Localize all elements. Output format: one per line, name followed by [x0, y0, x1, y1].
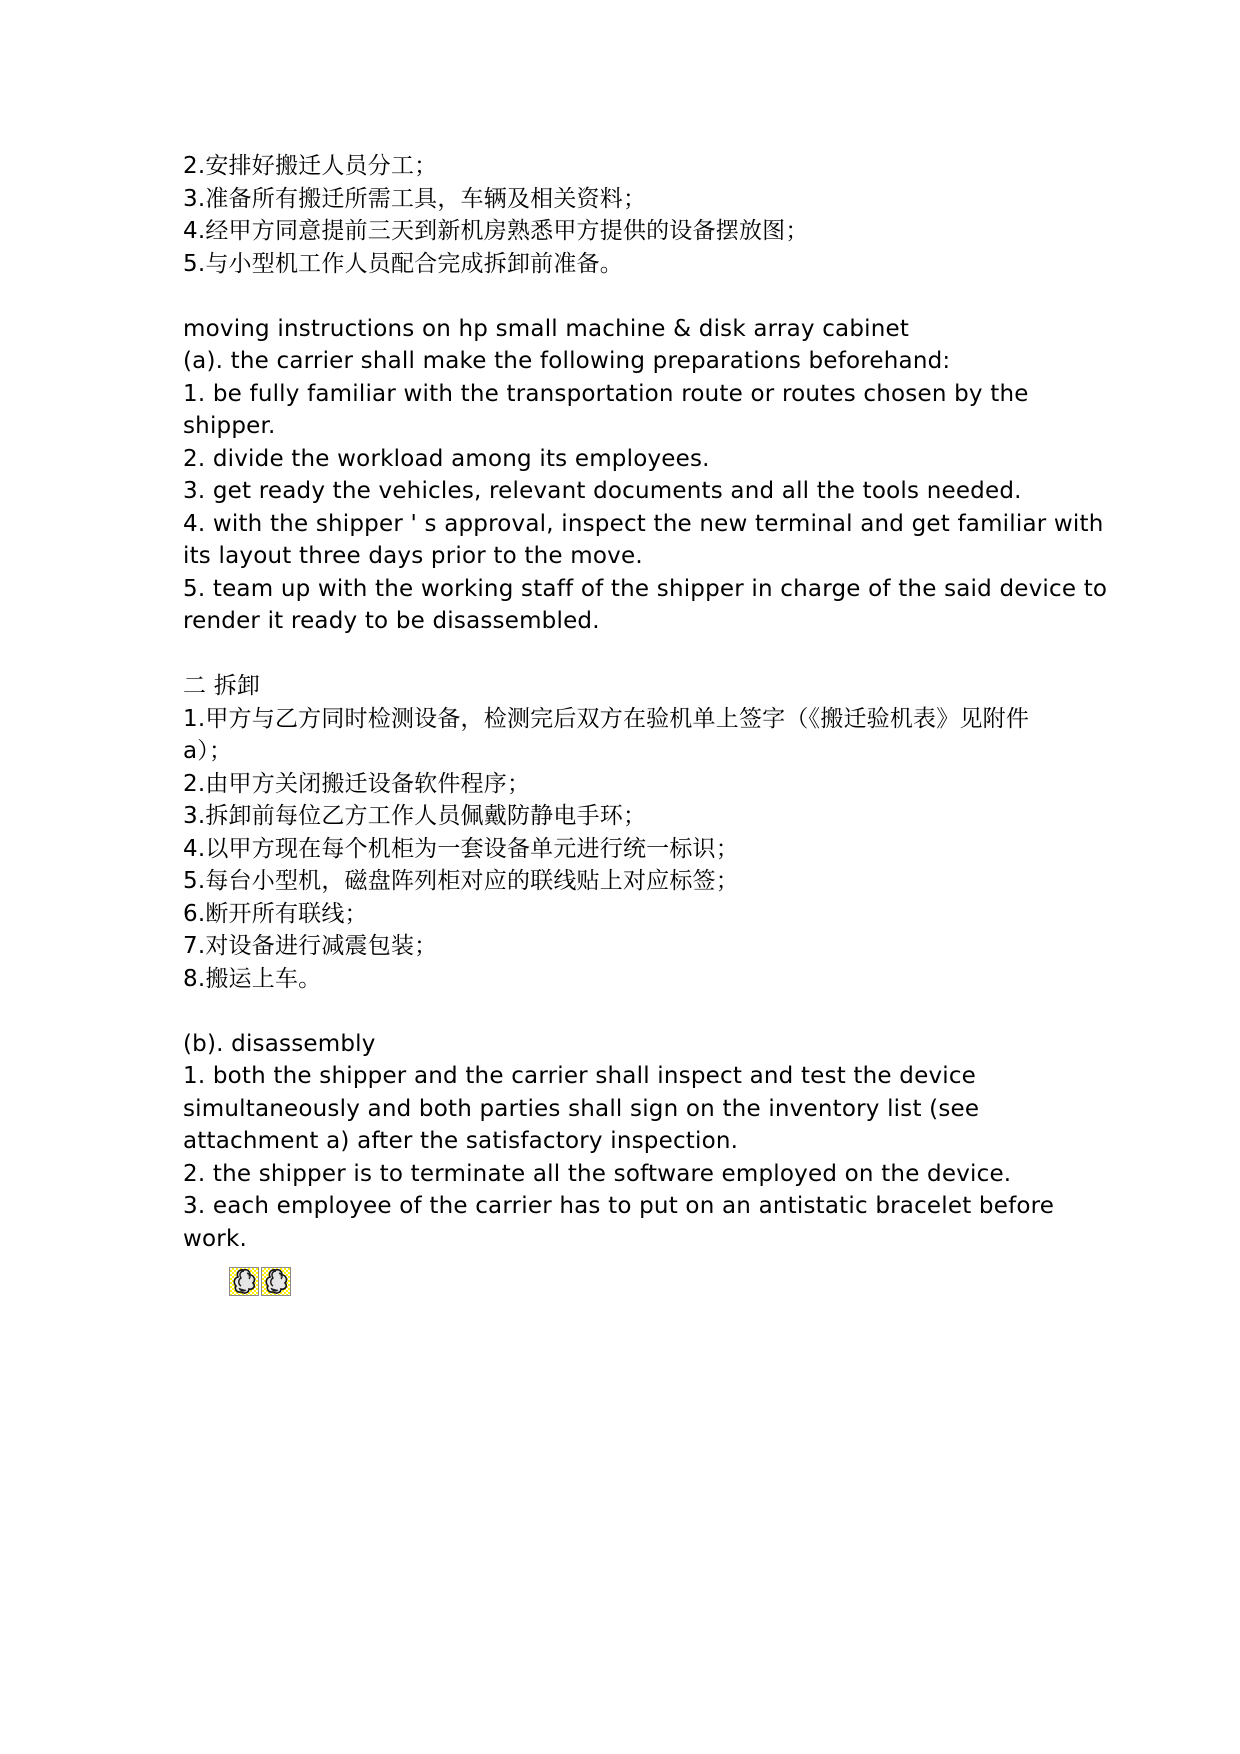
- cn-disassembly-heading: 二 拆卸: [183, 673, 261, 699]
- en-section-b-title: (b). disassembly: [183, 1030, 376, 1057]
- doc-line: 2. the shipper is to terminate all the software employed on the device.: [183, 1160, 1012, 1187]
- doc-line: 2.安排好搬迁人员分工；: [183, 153, 438, 179]
- doc-line: its layout three days prior to the move.: [183, 543, 643, 569]
- doc-line: (a). the carrier shall make the following preparations beforehand:: [183, 348, 951, 374]
- doc-line: shipper.: [183, 413, 276, 439]
- doc-line: 5.每台小型机，磁盘阵列柜对应的联线贴上对应标签；: [183, 868, 739, 894]
- doc-line: 3. each employee of the carrier has to put on an antistatic bracelet before: [183, 1193, 1055, 1219]
- blank-line: [183, 280, 1083, 313]
- doc-line: work.: [183, 1225, 247, 1252]
- doc-line: 2. divide the workload among its employees.: [183, 445, 710, 472]
- blank-line: [183, 638, 1083, 671]
- document-body: [183, 150, 1108, 1296]
- doc-line: render it ready to be disassembled.: [183, 608, 600, 634]
- doc-line: simultaneously and both parties shall sign on the inventory list (see: [183, 1095, 980, 1122]
- doc-line: 2.由甲方关闭搬迁设备软件程序；: [183, 770, 531, 797]
- clipart-icon: [261, 1267, 291, 1296]
- doc-line: attachment a) after the satisfactory inspection.: [183, 1128, 739, 1154]
- doc-line: 4.以甲方现在每个机柜为一套设备单元进行统一标识；: [183, 835, 739, 862]
- en-section-a-title: moving instructions on hp small machine & disk array cabinet: [183, 315, 910, 342]
- doc-line: 4. with the shipper ' s approval, inspect the new terminal and get familiar with: [183, 510, 1104, 537]
- doc-line: 5. team up with the working staff of the shipper in charge of the said device to: [183, 575, 1108, 602]
- doc-line: 3.拆卸前每位乙方工作人员佩戴防静电手环；: [183, 803, 647, 829]
- doc-line: a）；: [183, 738, 233, 764]
- en-section-a: [183, 313, 1108, 638]
- cn-preparation-section: [183, 150, 1083, 280]
- doc-line: 1. be fully familiar with the transportation route or routes chosen by the: [183, 380, 1029, 407]
- doc-line: 3.准备所有搬迁所需工具，车辆及相关资料；: [183, 185, 647, 212]
- doc-line: 1. both the shipper and the carrier shall inspect and test the device: [183, 1063, 977, 1089]
- doc-line: 5.与小型机工作人员配合完成拆卸前准备。: [183, 250, 623, 277]
- doc-line: 3. get ready the vehicles, relevant documents and all the tools needed.: [183, 478, 1022, 504]
- clipart-icon: [229, 1267, 259, 1296]
- blank-line: [183, 995, 1083, 1028]
- doc-line: 6.断开所有联线；: [183, 900, 368, 927]
- cn-disassembly-section: [183, 670, 1083, 995]
- doc-line: 1.甲方与乙方同时检测设备，检测完后双方在验机单上签字（《搬迁验机表》见附件: [183, 705, 1030, 732]
- doc-line: 8.搬运上车。: [183, 965, 322, 992]
- en-section-b: [183, 1028, 1083, 1256]
- inline-images-row: [183, 1267, 1083, 1296]
- doc-line: 4.经甲方同意提前三天到新机房熟悉甲方提供的设备摆放图；: [183, 218, 809, 244]
- doc-line: 7.对设备进行减震包装；: [183, 933, 438, 959]
